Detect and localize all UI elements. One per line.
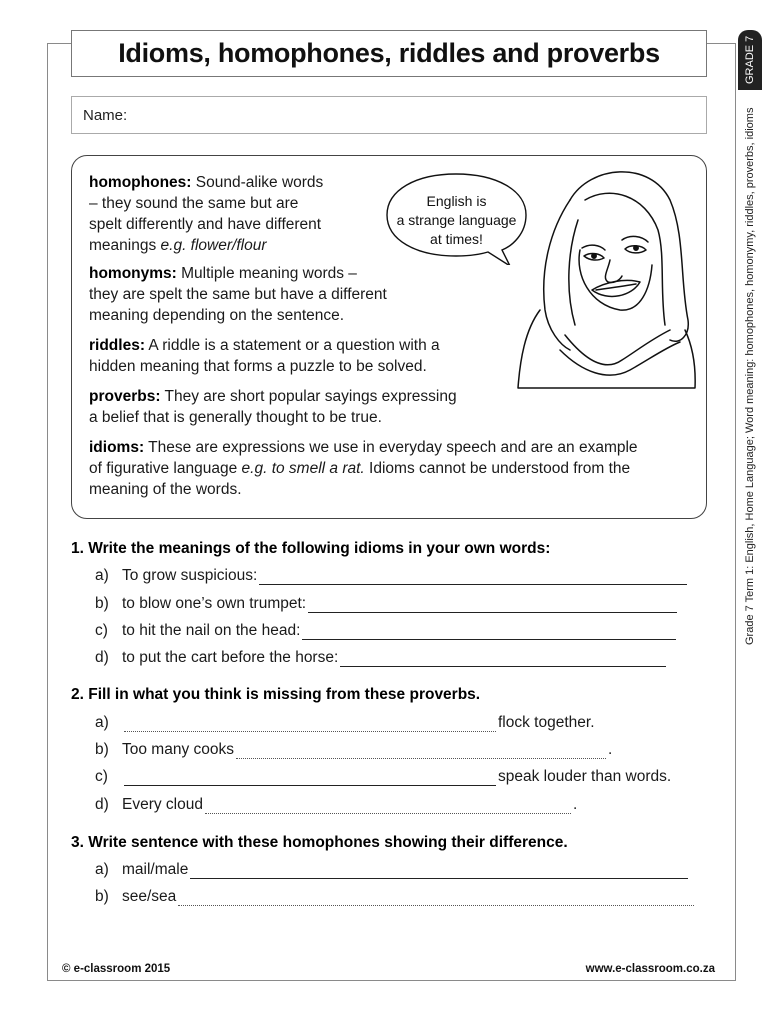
answer-line-3a[interactable] xyxy=(190,863,688,879)
footer-website-link[interactable]: www.e-classroom.co.za xyxy=(585,963,715,975)
question-3b xyxy=(95,888,696,906)
term-proverbs: proverbs: xyxy=(89,388,161,405)
item-letter: b) xyxy=(95,888,109,905)
question-1-title: 1. Write the meanings of the following idioms in your own words: xyxy=(71,540,551,557)
term-homophones: homophones: xyxy=(89,174,192,191)
item-letter: d) xyxy=(95,796,109,813)
definition-homonyms xyxy=(89,263,387,326)
question-1a xyxy=(95,567,689,585)
item-letter: c) xyxy=(95,768,108,785)
answer-line-1d[interactable] xyxy=(340,651,666,667)
item-letter: a) xyxy=(95,861,109,878)
question-3a xyxy=(95,861,690,879)
answer-line-2b[interactable] xyxy=(236,743,606,759)
definition-text: hidden meaning that forms a puzzle to be solved. xyxy=(89,358,427,375)
answer-line-2d[interactable] xyxy=(205,798,571,814)
title-box xyxy=(71,30,707,77)
item-text: to put the cart before the horse: xyxy=(122,649,339,666)
side-caption: Grade 7 Term 1: English, Home Language; Word meaning: homophones, homonymy, riddles, proverbs, idioms xyxy=(744,107,756,645)
example-text: e.g. flower/flour xyxy=(160,237,267,254)
definition-text: Multiple meaning words – xyxy=(176,265,357,282)
item-text: Every cloud xyxy=(122,796,203,813)
question-1d xyxy=(95,649,668,667)
answer-line-1c[interactable] xyxy=(302,624,676,640)
bubble-line: at times! xyxy=(430,231,483,247)
bubble-line: a strange language xyxy=(396,212,517,228)
definition-text: They are short popular sayings expressing xyxy=(160,388,457,405)
definition-text: A riddle is a statement or a question with a xyxy=(144,337,440,354)
question-2d xyxy=(95,796,577,814)
term-idioms: idioms: xyxy=(89,439,145,456)
frame-top-left-border xyxy=(47,43,71,44)
item-text: To grow suspicious: xyxy=(122,567,258,584)
definition-riddles xyxy=(89,335,440,377)
item-text: see/sea xyxy=(122,888,177,905)
definition-text: a belief that is generally thought to be true. xyxy=(89,409,382,426)
answer-line-1a[interactable] xyxy=(259,569,687,585)
question-2b xyxy=(95,741,612,759)
definition-text: spelt differently and have different xyxy=(89,216,322,233)
answer-line-2c[interactable] xyxy=(124,770,496,786)
definition-homophones xyxy=(89,172,323,256)
item-text-after: . xyxy=(608,741,613,758)
definition-idioms xyxy=(89,437,638,500)
definition-text: – they sound the same but are xyxy=(89,195,299,212)
item-letter: a) xyxy=(95,714,109,731)
item-letter: a) xyxy=(95,567,109,584)
definition-text: of figurative language xyxy=(89,460,242,477)
bubble-line: English is xyxy=(426,193,487,209)
name-field[interactable] xyxy=(71,96,707,134)
question-1b xyxy=(95,595,679,613)
girl-portrait-illustration xyxy=(510,160,700,390)
item-letter: d) xyxy=(95,649,109,666)
item-text-after: speak louder than words. xyxy=(498,768,672,785)
grade-tab-label: GRADE 7 xyxy=(744,35,756,85)
footer-copyright: © e-classroom 2015 xyxy=(62,963,171,975)
definition-text: meanings xyxy=(89,237,161,254)
question-2-title: 2. Fill in what you think is missing from these proverbs. xyxy=(71,686,481,703)
question-1c xyxy=(95,622,678,640)
item-letter: c) xyxy=(95,622,108,639)
item-letter: b) xyxy=(95,741,109,758)
term-homonyms: homonyms: xyxy=(89,265,177,282)
frame-top-right-border xyxy=(707,43,736,44)
definition-text: Idioms cannot be understood from the xyxy=(364,460,631,477)
item-text-after: . xyxy=(572,796,578,813)
item-text: to hit the nail on the head: xyxy=(122,622,301,639)
item-letter: b) xyxy=(95,595,109,612)
definition-text: Sound-alike words xyxy=(191,174,324,191)
definition-text: meaning depending on the sentence. xyxy=(89,307,345,324)
item-text-after: flock together. xyxy=(498,714,595,731)
definition-proverbs xyxy=(89,386,457,428)
example-text: e.g. to smell a rat. xyxy=(241,460,365,477)
definition-text: they are spelt the same but have a different xyxy=(89,286,387,303)
question-3-title: 3. Write sentence with these homophones showing their difference. xyxy=(71,834,568,851)
speech-bubble-text xyxy=(384,192,529,249)
question-2c xyxy=(95,768,671,786)
item-text: to blow one’s own trumpet: xyxy=(122,595,307,612)
answer-line-2a[interactable] xyxy=(124,716,496,732)
page-title: Idioms, homophones, riddles and proverbs xyxy=(118,38,660,68)
definition-text: meaning of the words. xyxy=(89,481,242,498)
question-2a xyxy=(95,714,595,732)
answer-line-3b[interactable] xyxy=(178,890,694,906)
term-riddles: riddles: xyxy=(89,337,145,354)
name-label: Name: xyxy=(83,106,128,124)
item-text: mail/male xyxy=(122,861,189,878)
item-text: Too many cooks xyxy=(122,741,234,758)
definition-text: These are expressions we use in everyday speech and are an example xyxy=(144,439,638,456)
answer-line-1b[interactable] xyxy=(308,597,677,613)
